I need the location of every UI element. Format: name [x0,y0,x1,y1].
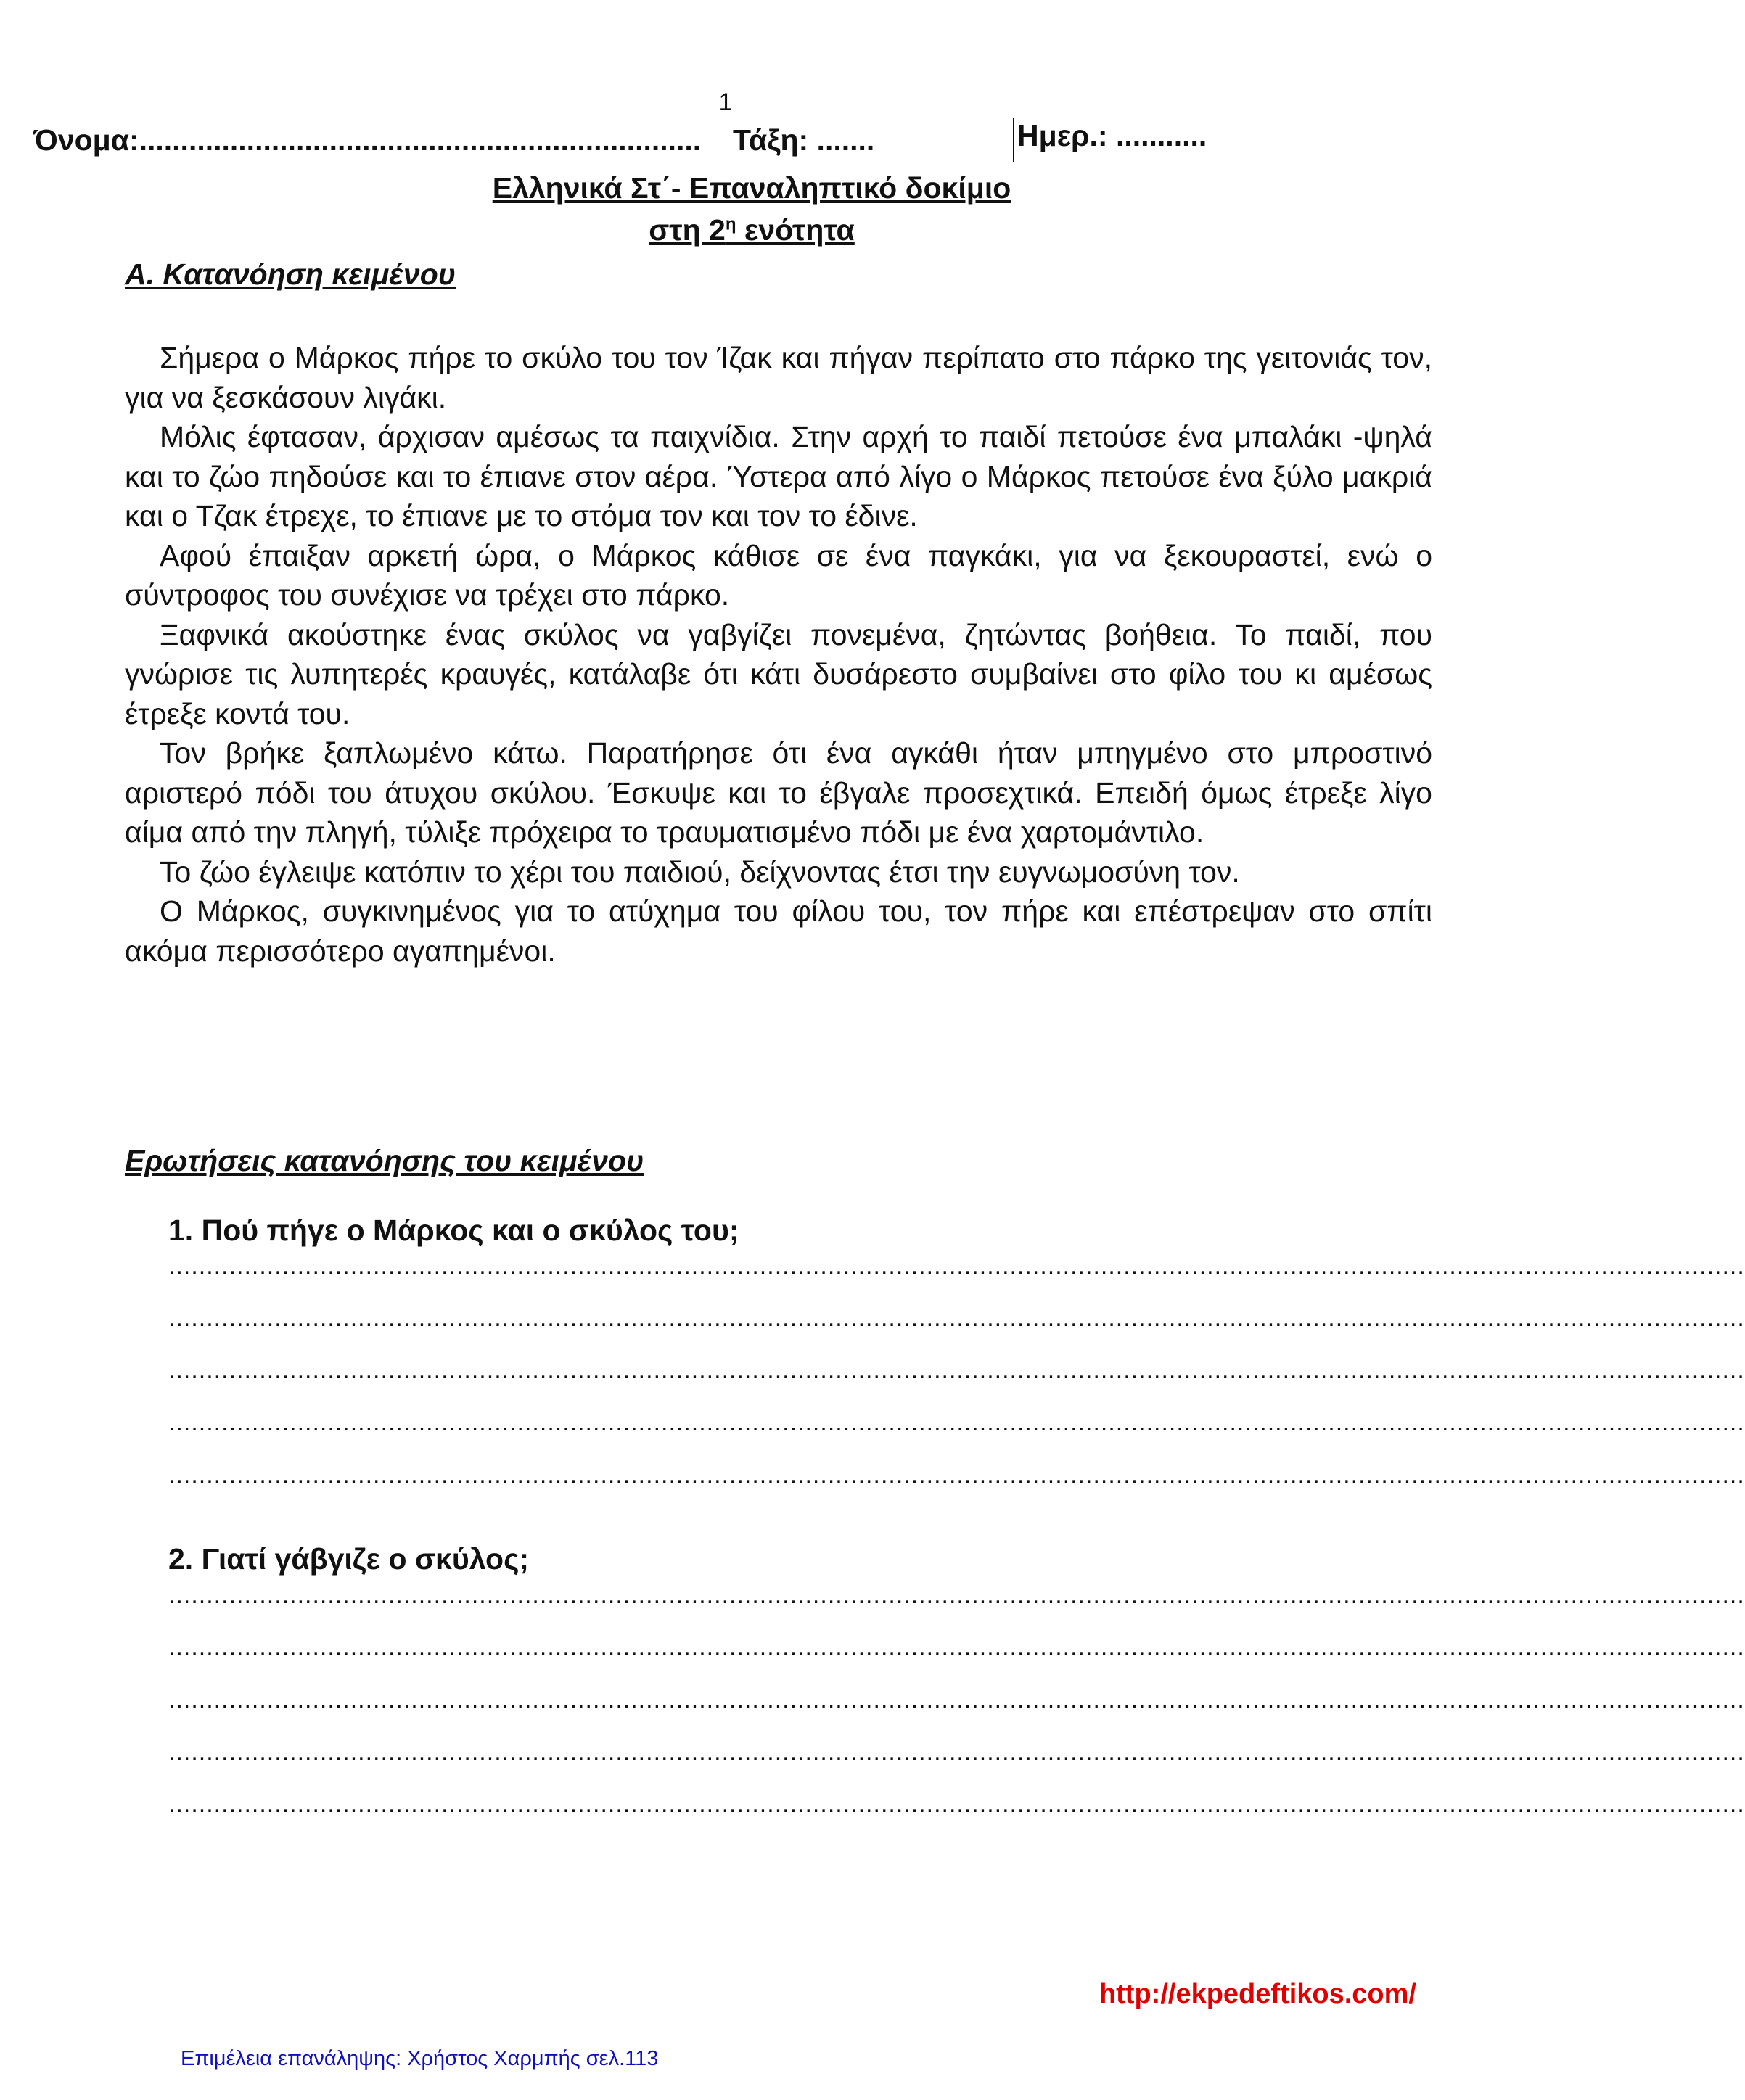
answer-line[interactable]: ................................................................................................................................................................................................................ [168,1409,1745,1436]
name-field: Όνομα:.................................................................... [33,123,702,157]
questions-heading: Ερωτήσεις κατανόησης του κειμένου [125,1144,644,1177]
subtitle-suffix: ενότητα [736,213,855,247]
passage-paragraph: Μόλις έφτασαν, άρχισαν αμέσως τα παιχνίδια. Στην αρχή το παιδί πετούσε ένα μπαλάκι -ψηλά και το ζώο πηδούσε και το έπιανε στον αέρα. Ύστερα από λίγο ο Μάρκος πετούσε ένα ξύλο μακριά και ο Τζακ έτρεχε, το έπιανε με το στόμα τον και τον το έδινε. [125,420,1432,532]
class-field: Τάξη: ....... [733,123,875,157]
passage-paragraph: Το ζώο έγλειψε κατόπιν το χέρι του παιδιού, δείχνοντας έτσι την ευγνωμοσύνη τον. [160,855,1240,889]
answer-line[interactable]: ................................................................................................................................................................................................................ [168,1634,1745,1661]
document-subtitle [0,213,1503,247]
answer-line[interactable]: ................................................................................................................................................................................................................ [168,1461,1745,1488]
reading-passage [125,338,1432,971]
question-1: 1. Πού πήγε ο Μάρκος και ο σκύλος του; [168,1214,739,1247]
section-a-heading: Α. Κατανόηση κειμένου [125,258,456,291]
answer-line[interactable]: ................................................................................................................................................................................................................ [168,1790,1745,1818]
passage-paragraph: Ξαφνικά ακούστηκε ένας σκύλος να γαβγίζει πονεμένα, ζητώντας βοήθεια. Το παιδί, που γνώρισε τις λυπητερές κραυγές, κατάλαβε ότι κάτι δυσάρεστο συμβαίνει στο φίλο του κι αμέσως έτρεξε κοντά του. [125,617,1432,730]
passage-paragraph: Ο Μάρκος, συγκινημένος για το ατύχημα του φίλου του, τον πήρε και επέστρεψαν στο σπίτι ακόμα περισσότερο αγαπημένοι. [125,894,1432,968]
passage-paragraph: Αφού έπαιξαν αρκετή ώρα, ο Μάρκος κάθισε σε ένα παγκάκι, για να ξεκουραστεί, ενώ ο σύντροφος του συνέχισε να τρέχει στο πάρκο. [125,538,1432,612]
date-field: Ημερ.: ........... [1017,119,1207,152]
question-2: 2. Γιατί γάβγιζε ο σκύλος; [168,1542,530,1576]
answer-line[interactable]: ................................................................................................................................................................................................................ [168,1252,1745,1280]
passage-paragraph: Τον βρήκε ξαπλωμένο κάτω. Παρατήρησε ότι ένα αγκάθι ήταν μπηγμένο στο μπροστινό αριστερό πόδι του άτυχου σκύλου. Έσκυψε και το έβγαλε προσεχτικά. Επειδή όμως έτρεξε λίγο αίμα από την πληγή, τύλιξε πρόχειρα το τραυματισμένο πόδι με ένα χαρτομάντιλο. [125,736,1432,849]
subtitle-superscript: η [725,214,736,234]
site-link[interactable]: http://ekpedeftikos.com/ [1099,1979,1416,2009]
answer-line[interactable]: ................................................................................................................................................................................................................ [168,1738,1745,1766]
answer-line[interactable]: ................................................................................................................................................................................................................ [168,1686,1745,1713]
date-divider [1013,118,1014,162]
answer-line[interactable]: ................................................................................................................................................................................................................ [168,1581,1745,1609]
document-title: Ελληνικά Στ΄- Επαναληπτικό δοκίμιο [492,171,1011,205]
passage-paragraph: Σήμερα ο Μάρκος πήρε το σκύλο του τον Ίζακ και πήγαν περίπατο στο πάρκο της γειτονιάς τον, για να ξεσκάσουν λιγάκι. [125,341,1432,414]
answer-line[interactable]: ................................................................................................................................................................................................................ [168,1356,1745,1384]
answer-line[interactable]: ................................................................................................................................................................................................................ [168,1304,1745,1332]
footer-credit: Επιμέλεια επανάληψης: Χρήστος Χαρμπής σελ.113 [181,2047,659,2070]
subtitle-prefix: στη 2 [649,213,726,247]
page-number: 1 [718,88,733,116]
